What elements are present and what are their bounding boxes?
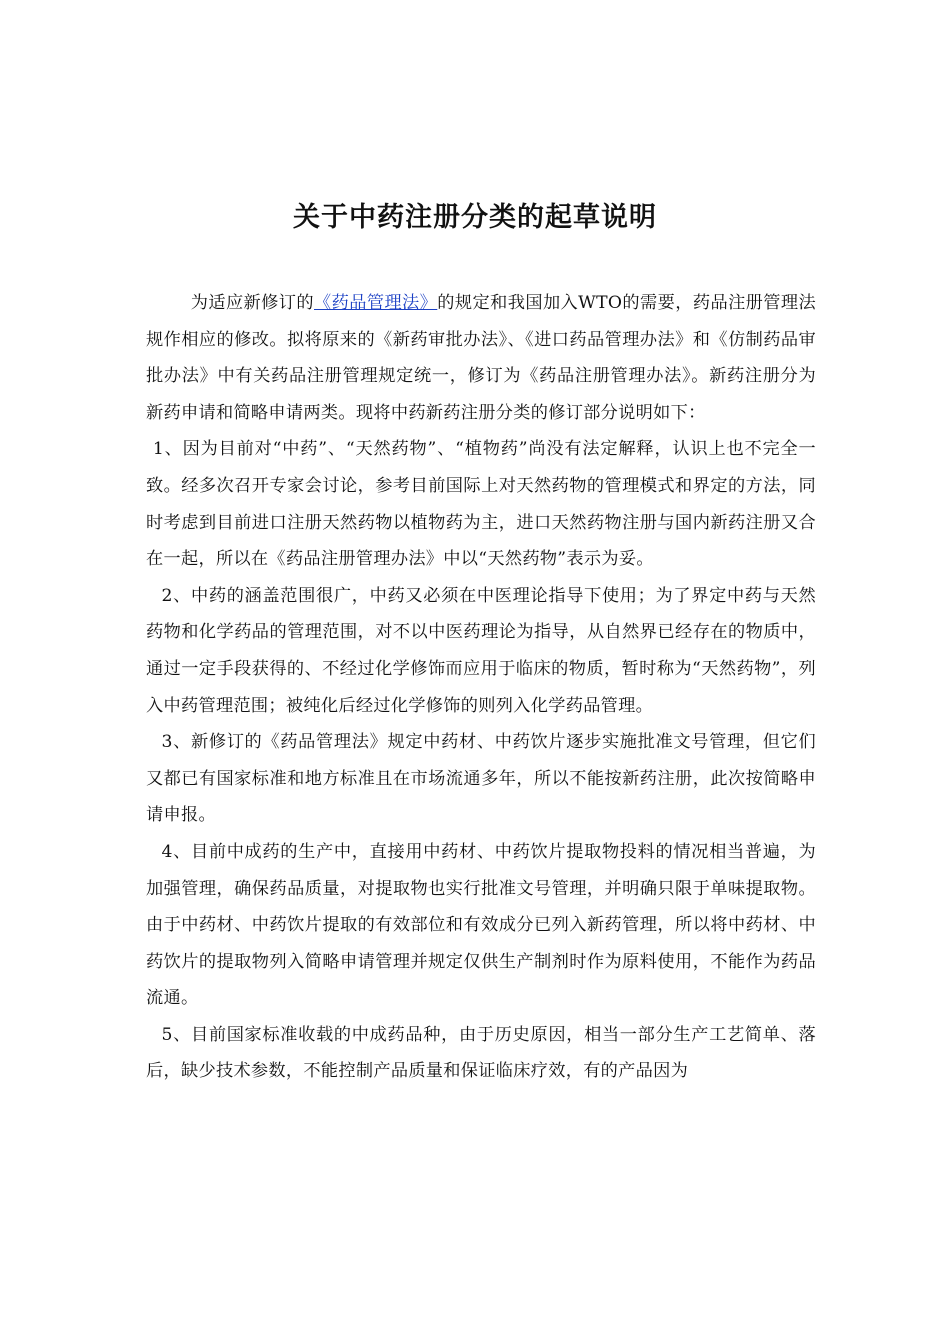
list-item-5: 5、目前国家标准收载的中成药品种，由于历史原因，相当一部分生产工艺简单、落后，缺少技术参数，不能控制产品质量和保证临床疗效，有的产品因为 — [146, 1024, 816, 1082]
drug-administration-law-link[interactable]: 《药品管理法》 — [314, 293, 438, 313]
document-title: 关于中药注册分类的起草说明 — [293, 202, 657, 233]
document-body — [146, 285, 816, 1090]
list-item-1: 1、因为目前对“中药”、“天然药物”、“植物药”尚没有法定解释，认识上也不完全一致。经多次召开专家会讨论，参考目前国际上对天然药物的管理模式和界定的方法，同时考虑到目前进口注册天然药物以植物药为主，进口天然药物注册与国内新药注册又合在一起，所以在《药品注册管理办法》中以“天然药物”表示为妥。 — [146, 439, 816, 570]
intro-text-after-link: 的规定和我国加入WTO的需要，药品注册管理法规作相应的修改。拟将原来的《新药审批办法》、《进口药品管理办法》和《仿制药品审批办法》中有关药品注册管理规定统一，修订为《药品注册管理办法》。新药注册分为新药申请和简略申请两类。现将中药新药注册分类的修订部分说明如下： — [146, 293, 816, 423]
list-item-3: 3、新修订的《药品管理法》规定中药材、中药饮片逐步实施批准文号管理，但它们又都已有国家标准和地方标准且在市场流通多年，所以不能按新药注册，此次按简略申请申报。 — [146, 732, 816, 826]
list-item-2: 2、中药的涵盖范围很广，中药又必须在中医理论指导下使用；为了界定中药与天然药物和化学药品的管理范围，对不以中医药理论为指导，从自然界已经存在的物质中，通过一定手段获得的、不经过化学修饰而应用于临床的物质，暂时称为“天然药物”，列入中药管理范围；被纯化后经过化学修饰的则列入化学药品管理。 — [146, 585, 816, 716]
intro-paragraph — [146, 285, 816, 431]
intro-text-before-link: 为适应新修订的 — [190, 293, 314, 313]
list-item-4: 4、目前中成药的生产中，直接用中药材、中药饮片提取物投料的情况相当普遍，为加强管理，确保药品质量，对提取物也实行批准文号管理，并明确只限于单味提取物。由于中药材、中药饮片提取的有效部位和有效成分已列入新药管理，所以将中药材、中药饮片的提取物列入简略申请管理并规定仅供生产制剂时作为原料使用，不能作为药品流通。 — [146, 841, 816, 1009]
